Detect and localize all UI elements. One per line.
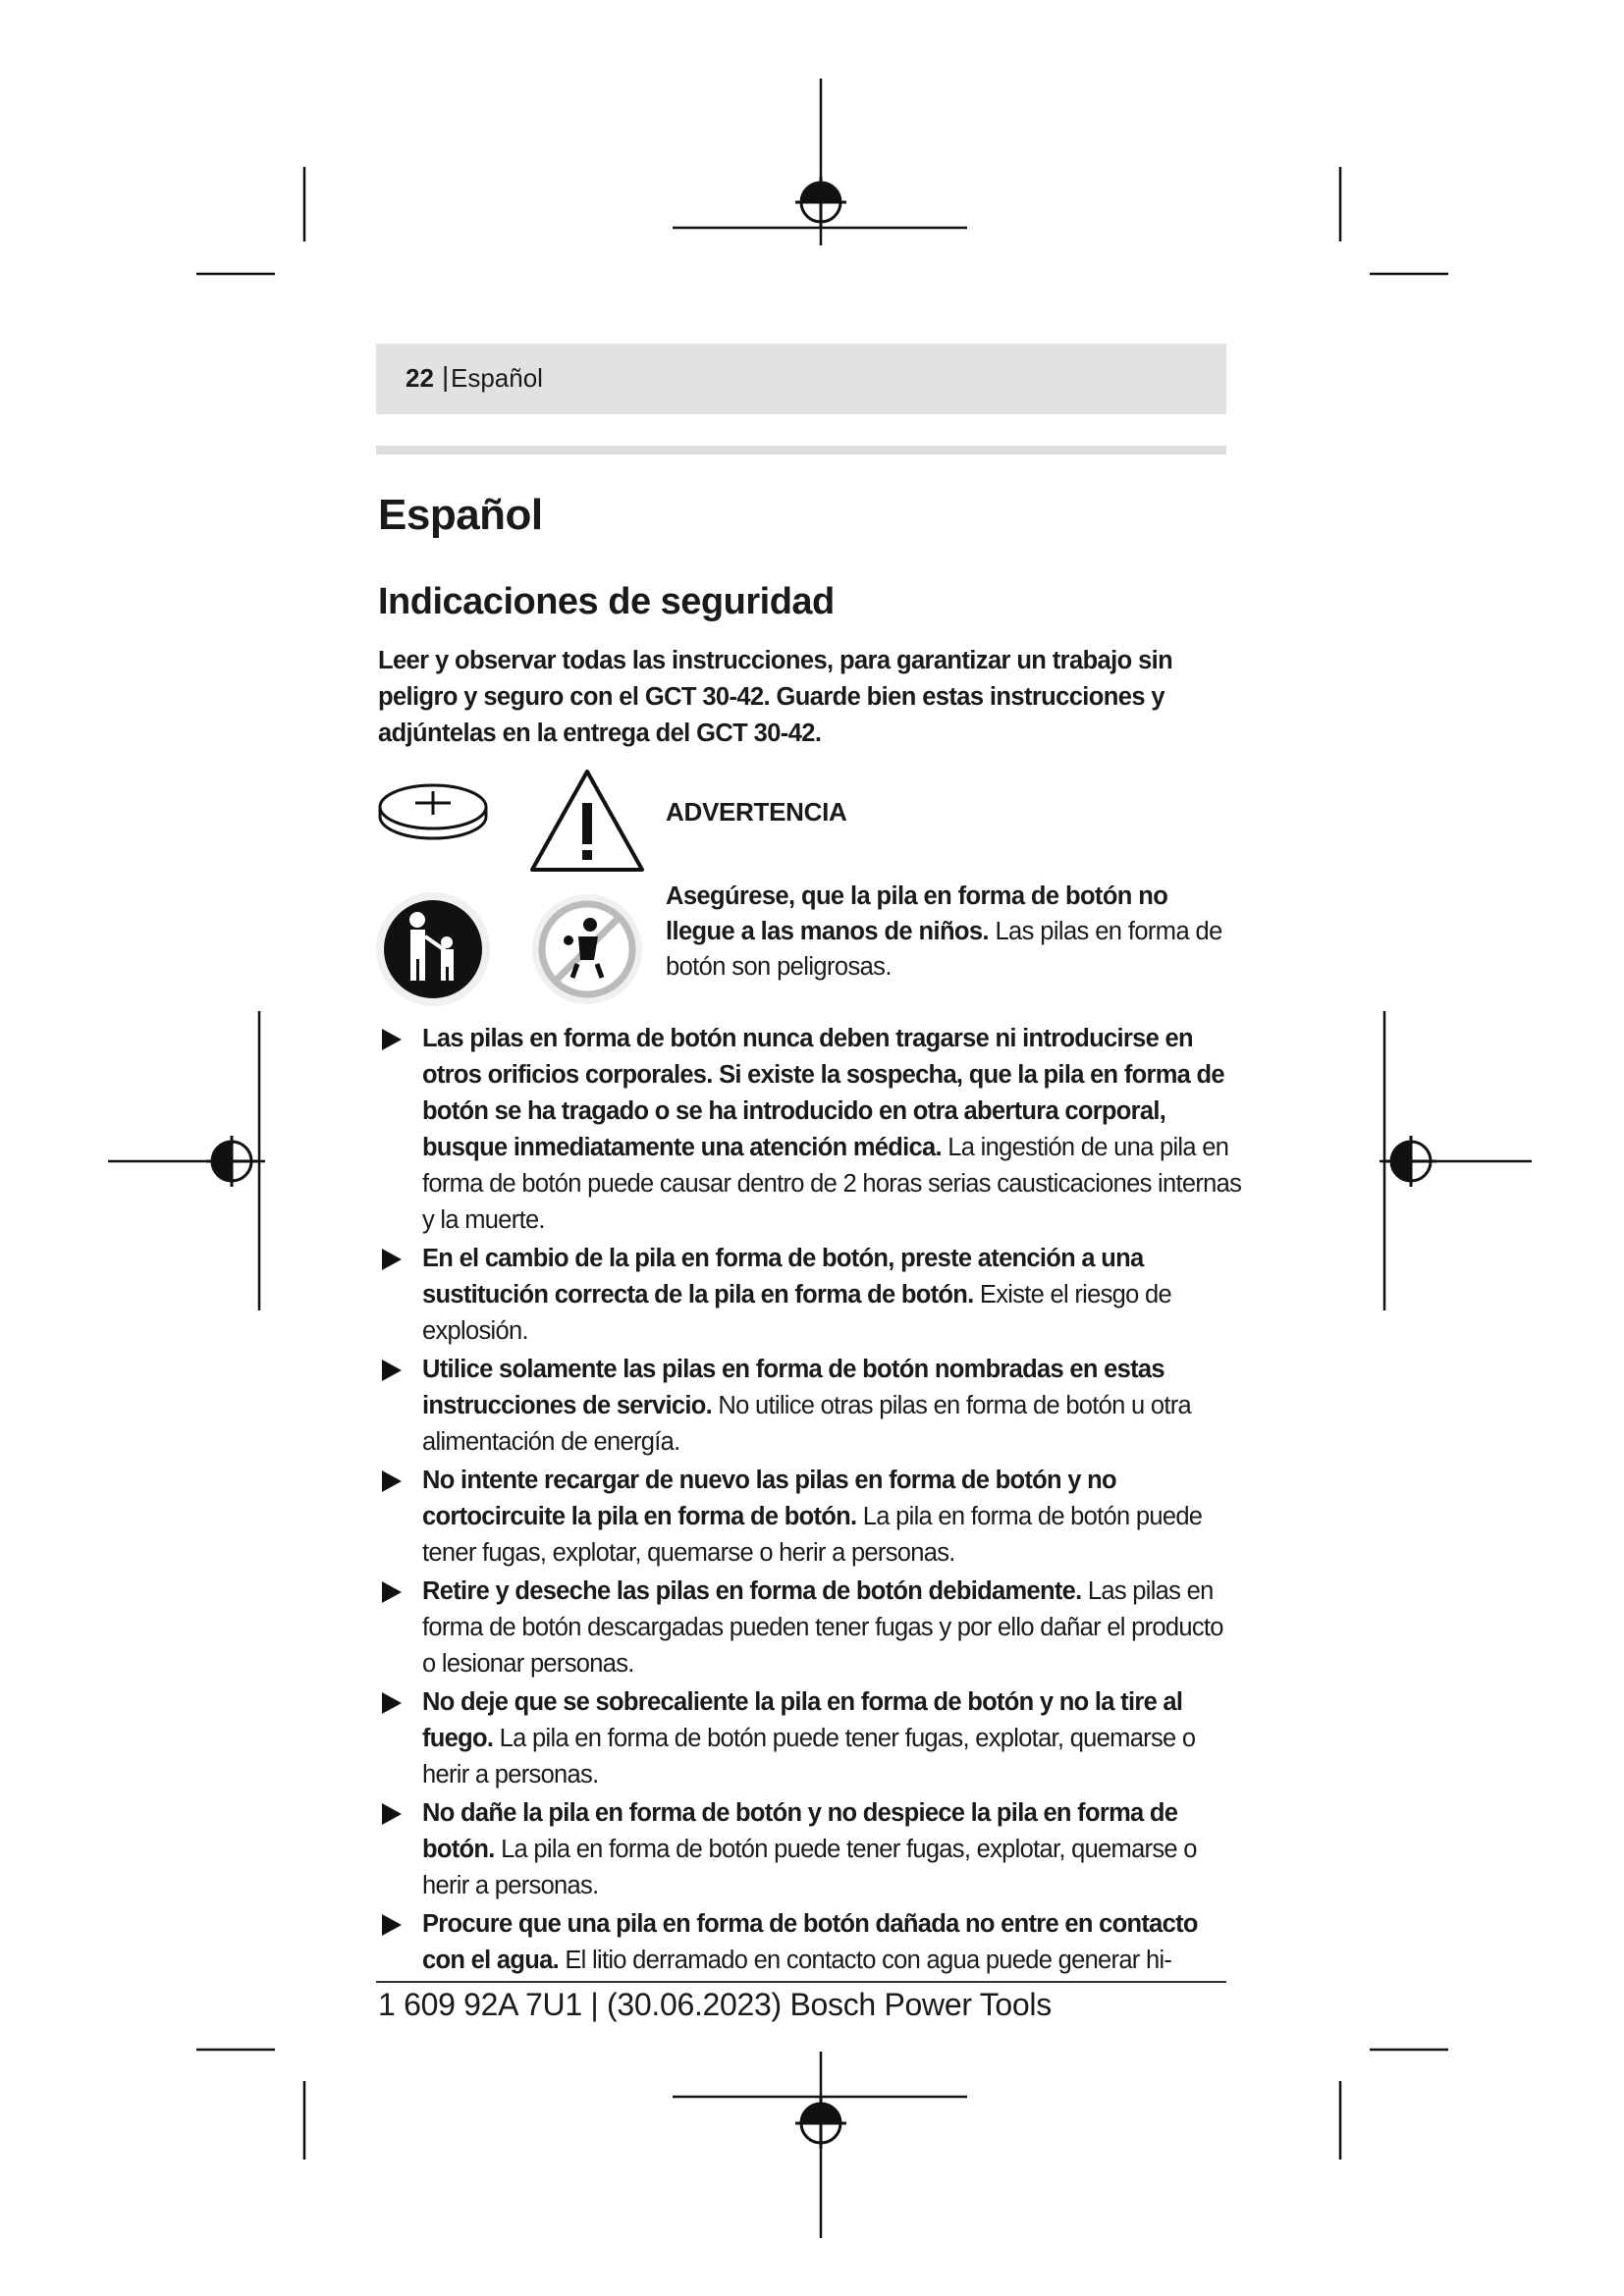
- warning-bold: Asegúrese, que la pila en forma de botón no llegue a las manos de niños.: [666, 882, 1168, 945]
- header-separator: |: [442, 361, 450, 392]
- warning-plain: Las pilas en forma de botón son peligrosas.: [666, 918, 1222, 981]
- bullet-triangle-icon: [382, 1470, 402, 1492]
- button-cell-battery-icon: [380, 785, 486, 838]
- do-not-swallow-icon: [532, 894, 642, 1004]
- footer-divider: [376, 1981, 1226, 1983]
- bullet-triangle-icon: [382, 1360, 402, 1381]
- keep-away-from-children-icon: [376, 892, 490, 1006]
- list-item: Utilice solamente las pilas en forma de botón nombradas en estas instrucciones de servicio. No utilice otras pilas en forma de botón u otra alimentación de energía.: [378, 1352, 1242, 1461]
- registration-mark-right: [1385, 1136, 1436, 1187]
- list-item: Retire y deseche las pilas en forma de botón debidamente. Las pilas en forma de botón descargadas pueden tener fugas y por ello dañar el producto o lesionar personas.: [378, 1574, 1242, 1682]
- list-item: En el cambio de la pila en forma de botón, preste atención a una sustitución correcta de la pila en forma de botón. Existe el riesgo de explosión.: [378, 1241, 1242, 1350]
- bullet-triangle-icon: [382, 1914, 402, 1936]
- section-title: Indicaciones de seguridad: [378, 581, 835, 622]
- page-footer: 1 609 92A 7U1 | (30.06.2023) Bosch Power Tools: [378, 1987, 1052, 2022]
- list-item: No dañe la pila en forma de botón y no despiece la pila en forma de botón. La pila en forma de botón puede tener fugas, explotar, quemarse o herir a personas.: [378, 1795, 1242, 1904]
- page-title: Español: [378, 491, 543, 539]
- list-item: Las pilas en forma de botón nunca deben tragarse ni introducirse en otros orificios corporales. Si existe la sospecha, que la pila en forma de botón se ha tragado o se ha introducido en otra abertura corporal, busque inmediatamente una atención médica. La ingestión de una pila en forma de botón puede causar dentro de 2 horas serias causticaciones internas y la muerte.: [378, 1021, 1242, 1239]
- bullet-triangle-icon: [382, 1249, 402, 1270]
- warning-text: [666, 879, 1225, 985]
- list-item: No deje que se sobrecaliente la pila en forma de botón y no la tire al fuego. La pila en forma de botón puede tener fugas, explotar, quemarse o herir a personas.: [378, 1684, 1242, 1793]
- header-language: Español: [451, 363, 543, 393]
- registration-mark-left: [206, 1136, 257, 1187]
- warning-triangle-icon: [532, 772, 642, 870]
- warning-icons: [376, 768, 651, 1013]
- warning-title: ADVERTENCIA: [666, 797, 847, 827]
- bullet-triangle-icon: [382, 1803, 402, 1825]
- intro-paragraph: Leer y observar todas las instrucciones, para garantizar un trabajo sin peligro y seguro con el GCT 30-42. Guarde bien estas instrucciones y adjúntelas en la entrega del GCT 30-42.: [378, 647, 1173, 747]
- bullet-triangle-icon: [382, 1692, 402, 1714]
- list-item: No intente recargar de nuevo las pilas en forma de botón y no cortocircuite la pila en forma de botón. La pila en forma de botón puede tener fugas, explotar, quemarse o herir a personas.: [378, 1463, 1242, 1572]
- safety-list: [378, 1021, 1242, 1981]
- list-item: Procure que una pila en forma de botón dañada no entre en contacto con el agua. El litio derramado en contacto con agua puede generar hi-: [378, 1906, 1242, 1979]
- bullet-triangle-icon: [382, 1581, 402, 1603]
- page-header: [376, 344, 1226, 414]
- registration-mark-bottom: [795, 2098, 846, 2149]
- bullet-triangle-icon: [382, 1029, 402, 1050]
- header-divider: [376, 446, 1226, 454]
- registration-mark-top: [795, 177, 846, 228]
- page-number: 22: [406, 363, 434, 393]
